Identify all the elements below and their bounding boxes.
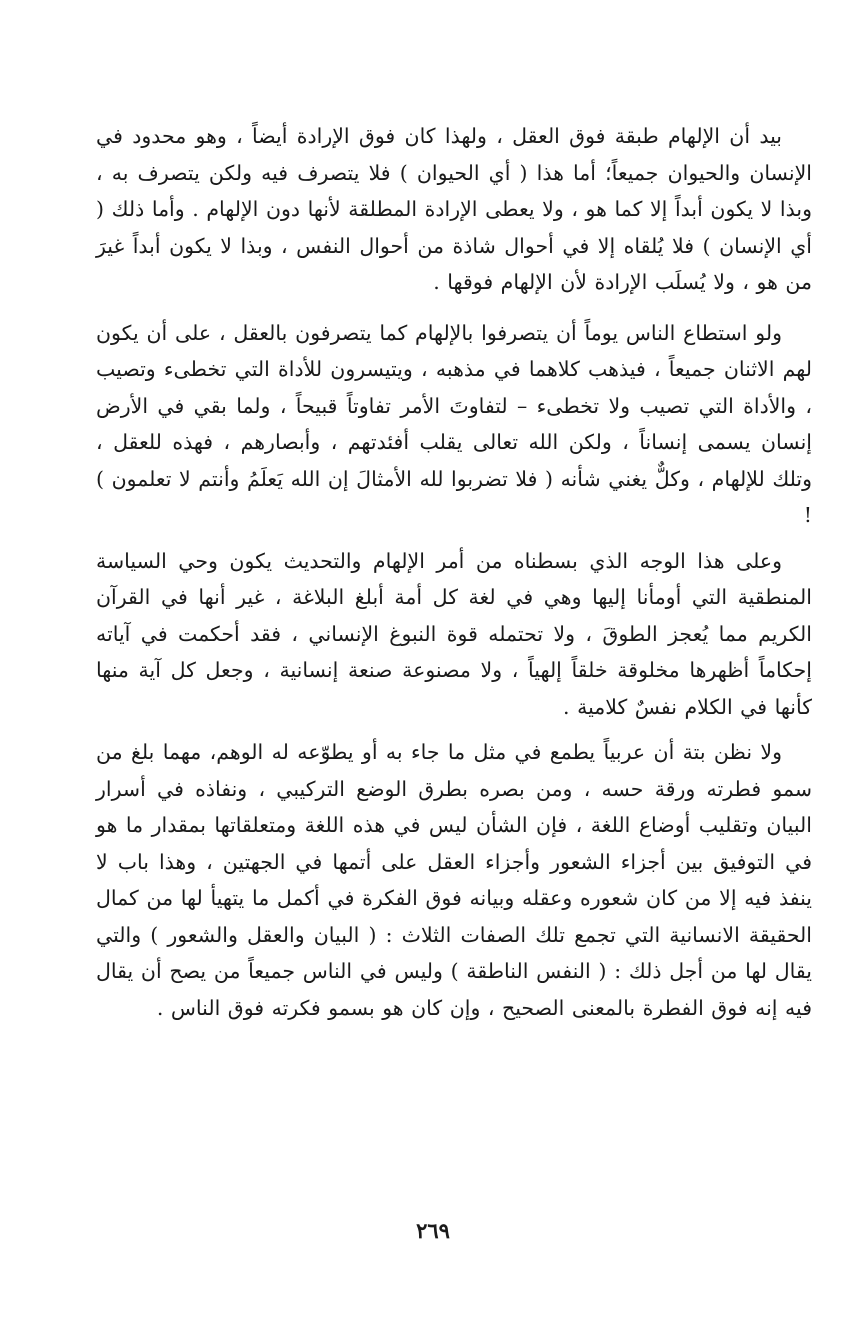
paragraph-2: ولو استطاع الناس يوماً أن يتصرفوا بالإلهام كما يتصرفون بالعقل ، على أن يكون لهم الاثنان جميعاً ، فيذهب كلاهما في مذهبه ، ويتيسرون للأداة التي تخطىء وتصيب ، والأداة التي تصيب ولا تخطىء – لتفاوتَ الأمر تفاوتاً قبيحاً ، ولما بقي في الأرض إنسان يسمى إنساناً ، ولكن الله تعالى يقلب أفئدتهم ، وأبصارهم ، فهذه للعقل ، وتلك للإلهام ، وكلٌّ يغني شأنه ( فلا تضربوا لله الأمثالَ إن الله يَعلَمُ وأنتم لا تعلمون ) ! [96,320,812,527]
paragraph-3: وعلى هذا الوجه الذي بسطناه من أمر الإلهام والتحديث يكون وحي السياسة المنطقية التي أومأنا إليها وهي في لغة كل أمة أبلغ البلاغة ، غير أنها في القرآن الكريم مما يُعجز الطوقَ ، ولا تحتمله قوة النبوغ الإنساني ، فقد أحكمت في آياته إحكاماً أظهرها مخلوقة خلقاً إلهياً ، ولا مصنوعة صنعة إنسانية ، وجعل كل آية منها كأنها في الكلام نفسٌ كلامية . [96,548,812,719]
paragraph-4: ولا نظن بتة أن عربياً يطمع في مثل ما جاء به أو يطوّعه له الوهم، مهما بلغ من سمو فطرته ورقة حسه ، ومن بصره بطرق الوضع التركيبي ، ونفاذه في أسرار البيان وتقليب أوضاع اللغة ، فإن الشأن ليس في هذه اللغة ومتعلقاتها بمقدار ما هو في التوفيق بين أجزاء الشعور وأجزاء العقل على أتمها في الجهتين ، وهذا باب لا ينفذ فيه إلا من كان شعوره وعقله وبيانه فوق الفكرة في أكمل ما يتهيأ لها من كمال الحقيقة الانسانية التي تجمع تلك الصفات الثلاث : ( البيان والعقل والشعور ) والتي يقال لها من أجل ذلك : ( النفس الناطقة ) وليس في الناس جميعاً من يصح أن يقال فيه إنه فوق الفطرة بالمعنى الصحيح ، وإن كان هو بسمو فكرته فوق الناس . [96,740,812,1020]
page-number: ٢٦٩ [416,1218,450,1243]
paragraph-1: بيد أن الإلهام طبقة فوق العقل ، ولهذا كان فوق الإرادة أيضاً ، وهو محدود في الإنسان والحيوان جميعاً؛ أما هذا ( أي الحيوان ) فلا يتصرف فيه ولكن يتصرف به ، وبذا لا يكون أبداً إلا كما هو ، ولا يعطى الإرادة المطلقة لأنها دون الإلهام . وأما ذلك ( أي الإنسان ) فلا يُلقاه إلا في أحوال شاذة من أحوال النفس ، وبذا لا يكون أبداً غيرَ من هو ، ولا يُسلَب الإرادة لأن الإلهام فوقها . [96,124,812,294]
page-body [96,118,812,1035]
